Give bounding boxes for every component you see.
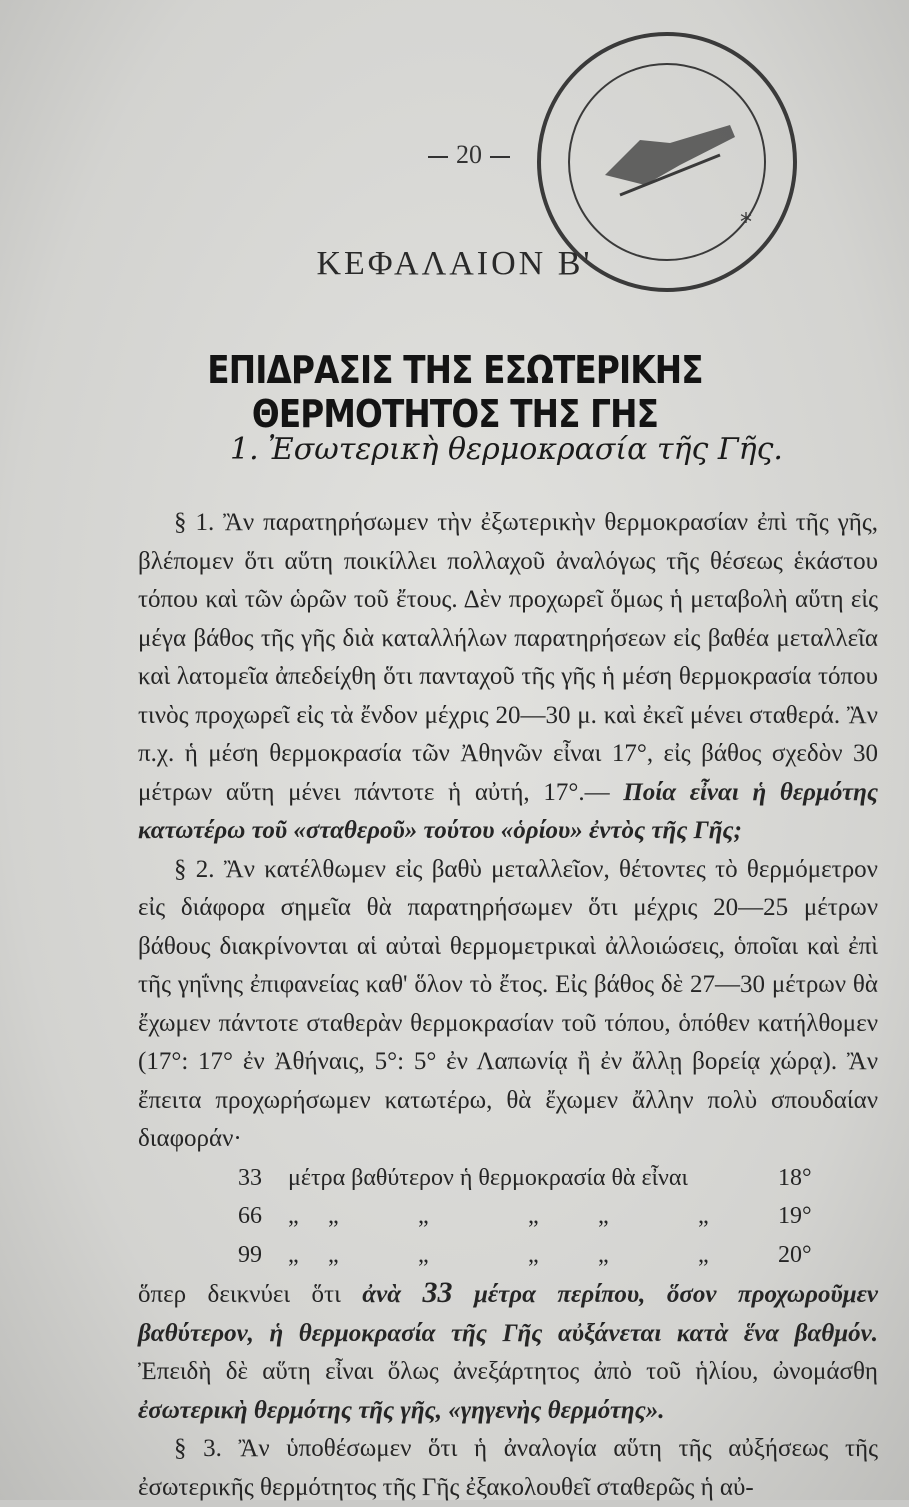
temperature-table	[238, 1159, 878, 1275]
table-row-2-ditto: „	[698, 1203, 709, 1229]
paragraph-1	[138, 504, 878, 851]
paragraph-3: § 3. Ἂν ὑποθέσωμεν ὅτι ἡ ἀναλογία αὕτη τῆς αὐξήσεως τῆς ἐσωτερικῆς θερμότητος τῆς Γῆς ἐξακολουθεῖ σταθερῶς ἡ αὐ-	[138, 1435, 878, 1501]
table-row-2-ditto: „	[598, 1203, 609, 1229]
table-row-3-ditto: „	[288, 1241, 299, 1268]
section-title: 1. Ἐσωτερικὴ θερμοκρασία τῆς Γῆς.	[230, 432, 783, 467]
table-row-3-ditto: „	[418, 1241, 429, 1268]
table-row-3-ditto: „	[698, 1241, 709, 1268]
conclusion-rest: Ἐπειδὴ δὲ αὕτη εἶναι ὅλως ἀνεξάρτητος ἀπὸ τοῦ ἡλίου, ὠνομάσθη	[138, 1358, 878, 1385]
paragraph-after-table	[138, 1274, 878, 1430]
table-row-1-temp: 18°	[778, 1164, 812, 1191]
table-row-3-depth: 99	[238, 1241, 262, 1268]
chapter-heading: ΚΕΦΑΛΑΙΟΝ Β'	[316, 245, 593, 282]
conclusion-bold-b: μέτρα περίπου, ὅσον προχωροῦμεν βαθύτερον, ἡ θερμοκρασία τῆς Γῆς αὐξάνεται κατὰ ἕνα βαθμόν.	[138, 1281, 878, 1347]
table-row-2-temp: 19°	[778, 1203, 812, 1229]
conclusion-bold-a: ἀνὰ	[362, 1281, 402, 1308]
table-row-2-ditto: „	[418, 1203, 429, 1229]
paragraph-2: § 2. Ἂν κατέλθωμεν εἰς βαθὺ μεταλλεῖον, θέτοντες τὸ θερμόμετρον εἰς διάφορα σημεῖα θὰ παρατηρήσωμεν ὅτι μέχρις 20—25 μέτρων βάθους διακρίνονται αἱ αὐταὶ θερμομετρικαὶ ἀλλοιώσεις, ὁποῖαι καὶ ἐπὶ τῆς γηΐνης ἐπιφανείας καθ' ὅλον τὸ ἔτος. Εἰς βάθος δὲ 27—30 μέτρων θὰ ἔχωμεν πάντοτε σταθερὰν θερμοκρασίαν τοῦ τόπου, ὁπόθεν κατήλθομεν (17°: 17° ἐν Ἀθήναις, 5°: 5° ἐν Λαπωνίᾳ ἢ ἐν ἄλλῃ βορείᾳ χώρᾳ). Ἂν ἔπειτα προχωρήσωμεν κατωτέρω, θὰ ἔχωμεν ἄλλην πολὺ σπουδαίαν διαφοράν·	[138, 855, 878, 1152]
body-text	[138, 504, 878, 1507]
conclusion-lead: ὅπερ δεικνύει ὅτι	[138, 1281, 341, 1308]
svg-text:*: *	[740, 208, 752, 236]
table-row-1-depth: 33	[238, 1164, 262, 1191]
conclusion-bold-number: 33	[422, 1276, 453, 1309]
paragraph-1-text: § 1. Ἂν παρατηρήσωμεν τὴν ἐξωτερικὴν θερμοκρασίαν ἐπὶ τῆς γῆς, βλέπομεν ὅτι αὕτη ποικίλλει πολλαχοῦ ἀναλόγως τῆς θέσεως ἑκάστου τόπου καὶ τῶν ὡρῶν τοῦ ἔτους. Δὲν προχωρεῖ ὅμως ἡ μεταβολὴ αὕτη εἰς μέγα βάθος τῆς γῆς διὰ καταλλήλων παρατηρήσεων εἰς βαθέα μεταλλεῖα καὶ λατομεῖα ἀπεδείχθη ὅτι πανταχοῦ τῆς γῆς ἡ μέση θερμοκρασία τόπου τινὸς προχωρεῖ εἰς τὰ ἔνδον μέχρις 20—30 μ. καὶ ἐκεῖ μένει σταθερά. Ἂν π.χ. ἡ μέση θερμοκρασία τῶν Ἀθηνῶν εἶναι 17°, εἰς βάθος σχεδὸν 30 μέτρων αὕτη μένει πάντοτε ἡ αὐτή, 17°.—	[138, 509, 878, 806]
table-row-2-depth: 66	[238, 1203, 262, 1229]
page-number: 20	[420, 140, 518, 170]
table-row-3-ditto: „	[598, 1241, 609, 1268]
table-row-2-ditto: „	[328, 1203, 339, 1229]
table-row-3-ditto: „	[528, 1241, 539, 1268]
table-row-2-ditto: „	[528, 1203, 539, 1229]
table-row-1-text: μέτρα βαθύτερον ἡ θερμοκρασία θὰ εἶναι	[288, 1164, 688, 1191]
table-row-3-temp: 20°	[778, 1241, 812, 1268]
table-row-3-ditto: „	[328, 1241, 339, 1268]
conclusion-bold-c: ἐσωτερικὴ θερμότης τῆς γῆς, «γηγενὴς θερμότης».	[138, 1396, 665, 1424]
main-title: ΕΠΙΔΡΑΣΙΣ ΤΗΣ ΕΣΩΤΕΡΙΚΗΣ ΘΕΡΜΟΤΗΤΟΣ ΤΗΣ ΓΗΣ	[207, 348, 703, 436]
paragraph-1-question: Ποία εἶναι ἡ θερμότης κατωτέρω τοῦ «σταθεροῦ» τούτου «ὁρίου» ἐντὸς τῆς Γῆς;	[138, 778, 878, 844]
table-row-2-ditto: „	[288, 1203, 299, 1229]
